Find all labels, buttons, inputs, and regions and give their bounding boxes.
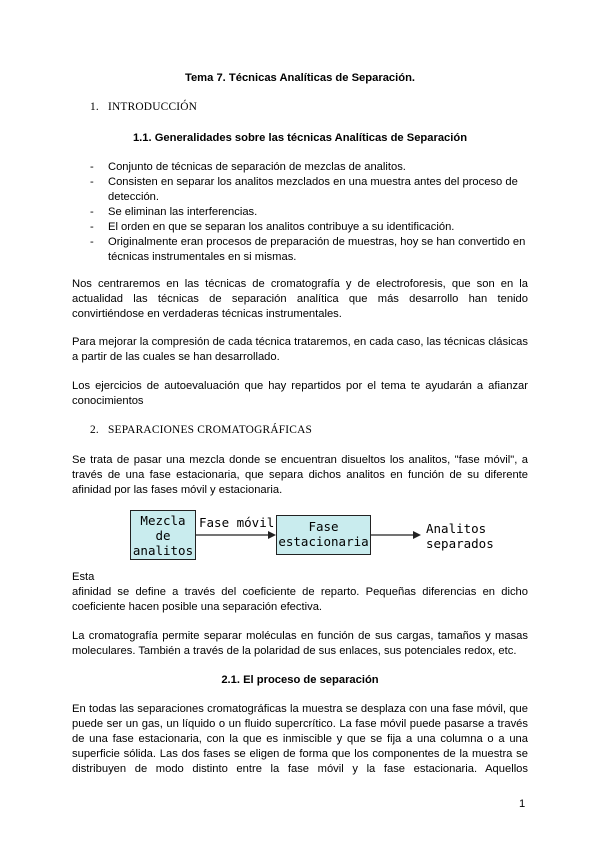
diagram-box-label: Mezcla [140, 513, 186, 528]
section-number: 2. [90, 424, 99, 436]
paragraph: Se trata de pasar una mezcla donde se encuentran disueltos los analitos, "fase móvil", a través de una fase estacionaria, que separa dichos analitos en función de su diferente afinidad por las fases móvil y estacionaria. [72, 454, 528, 496]
paragraph: La cromatografía permite separar moléculas en función de sus cargas, tamaños y masas moleculares. También a través de la polaridad de sus enlaces, sus potenciales redox, etc. [72, 630, 528, 657]
paragraph: Para mejorar la compresión de cada técnica trataremos, en cada caso, las técnicas clásicas a partir de las cuales se han desarrollado. [72, 336, 528, 363]
bullet-marker: - [90, 221, 94, 233]
bullet-item: Originalmente eran procesos de preparación de muestras, hoy se han convertido en [108, 236, 526, 248]
bullet-item: Conjunto de técnicas de separación de mezclas de analitos. [108, 161, 406, 173]
diagram-box-stationary [276, 515, 371, 555]
diagram-box-mixture [130, 510, 196, 560]
diagram-box-label: Fase [308, 519, 339, 534]
bullet-item: Se eliminan las interferencias. [108, 206, 258, 218]
subsection-heading: 2.1. El proceso de separación [221, 674, 379, 686]
bullet-marker: - [90, 236, 94, 248]
bullet-marker: - [90, 161, 94, 173]
diagram-arrow-icon [196, 528, 278, 542]
section-heading: SEPARACIONES CROMATOGRÁFICAS [108, 424, 313, 436]
diagram-box-label: analitos [132, 543, 194, 558]
section-heading: INTRODUCCIÓN [108, 101, 198, 113]
paragraph: Nos centraremos en las técnicas de cromatografía y de electroforesis, que son en la actualidad las técnicas de separación analítica que más desarrollo han tenido convirtiéndose en verdaderas técnicas instrumentales. [72, 278, 528, 320]
section-number: 1. [90, 101, 99, 113]
bullet-item: Consisten en separar los analitos mezclados en una muestra antes del proceso de [108, 176, 518, 188]
paragraph-fragment: Esta [72, 571, 95, 583]
diagram-box-label: estacionaria [278, 534, 369, 549]
bullet-item: El orden en que se separan los analitos contribuye a su identificación. [108, 221, 455, 233]
diagram-arrow-icon [371, 528, 423, 542]
document-title: Tema 7. Técnicas Analíticas de Separación. [184, 72, 416, 84]
diagram-box-label: de [155, 528, 171, 543]
bullet-marker: - [90, 176, 94, 188]
subsection-heading: 1.1. Generalidades sobre las técnicas Analíticas de Separación [132, 132, 468, 144]
diagram-arrow-label: Fase móvil [199, 515, 275, 530]
bullet-item-continuation: técnicas instrumentales en si mismas. [108, 251, 297, 263]
diagram-output-label: separados [426, 536, 494, 551]
page-number: 1 [519, 798, 526, 810]
bullet-marker: - [90, 206, 94, 218]
paragraph: En todas las separaciones cromatográficas la muestra se desplaza con una fase móvil, que puede ser un gas, un líquido o un fluido supercrítico. La fase móvil puede pasarse a través de una fase estacionaria, con la que es inmiscible y que se fija a una columna o a una superficie sólida. Las dos fases se eligen de forma que los componentes de la muestra se distribuyen de modo distinto entre la fase móvil y la fase estacionaria. Aquellos [72, 703, 528, 775]
bullet-item-continuation: detección. [108, 191, 159, 203]
diagram-output-label: Analitos [426, 521, 487, 536]
paragraph: Los ejercicios de autoevaluación que hay repartidos por el tema te ayudarán a afianzar conocimientos [72, 380, 528, 407]
paragraph: afinidad se define a través del coeficiente de reparto. Pequeñas diferencias en dicho coeficiente hacen posible una separación efectiva. [72, 586, 528, 613]
